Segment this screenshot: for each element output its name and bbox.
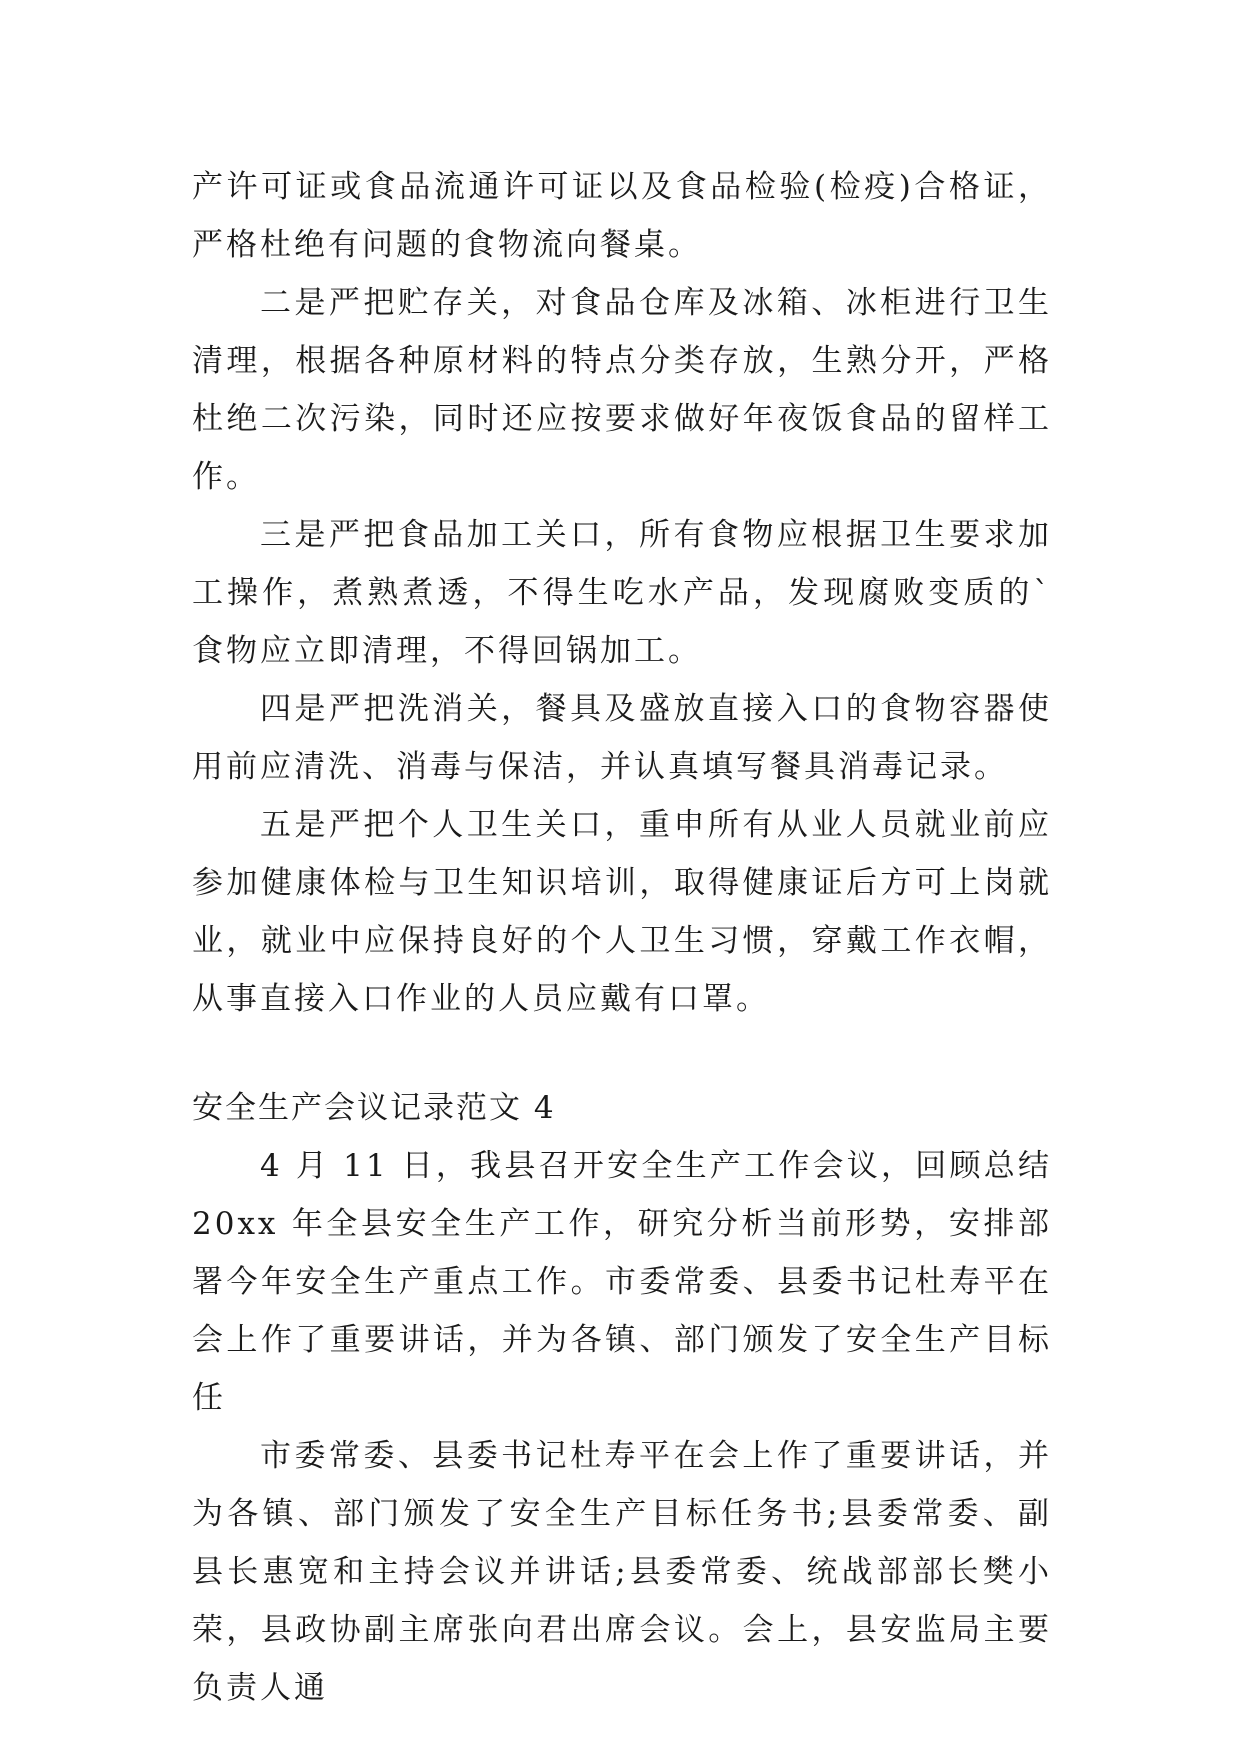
section-heading: 安全生产会议记录范文 4 (192, 1090, 556, 1126)
paragraph-hygiene: 五是严把个人卫生关口，重申所有从业人员就业前应参加健康体检与卫生知识培训，取得健康证后方可上岗就业，就业中应保持良好的个人卫生习惯，穿戴工作衣帽，从事直接入口作业的人员应戴有口罩。 (192, 807, 1052, 1017)
paragraph-continuation: 产许可证或食品流通许可证以及食品检验(检疫)合格证，严格杜绝有问题的食物流向餐桌。 (192, 169, 1052, 263)
paragraph-processing: 三是严把食品加工关口，所有食物应根据卫生要求加工操作，煮熟煮透，不得生吃水产品，发现腐败变质的`食物应立即清理，不得回锅加工。 (192, 517, 1052, 669)
document-body (192, 158, 1052, 1717)
paragraph-disinfection: 四是严把洗消关，餐具及盛放直接入口的食物容器使用前应清洗、消毒与保洁，并认真填写餐具消毒记录。 (192, 691, 1052, 785)
paragraph-storage: 二是严把贮存关，对食品仓库及冰箱、冰柜进行卫生清理，根据各种原材料的特点分类存放，生熟分开，严格杜绝二次污染，同时还应按要求做好年夜饭食品的留样工作。 (192, 285, 1052, 495)
paragraph-meeting-details: 市委常委、县委书记杜寿平在会上作了重要讲话，并为各镇、部门颁发了安全生产目标任务书;县委常委、副县长惠宽和主持会议并讲话;县委常委、统战部部长樊小荣，县政协副主席张向君出席会议。会上，县安监局主要负责人通 (192, 1438, 1052, 1706)
paragraph-meeting-intro: 4 月 11 日，我县召开安全生产工作会议，回顾总结 20xx 年全县安全生产工作，研究分析当前形势，安排部署今年安全生产重点工作。市委常委、县委书记杜寿平在会上作了重要讲话，并为各镇、部门颁发了安全生产目标任 (192, 1148, 1052, 1416)
